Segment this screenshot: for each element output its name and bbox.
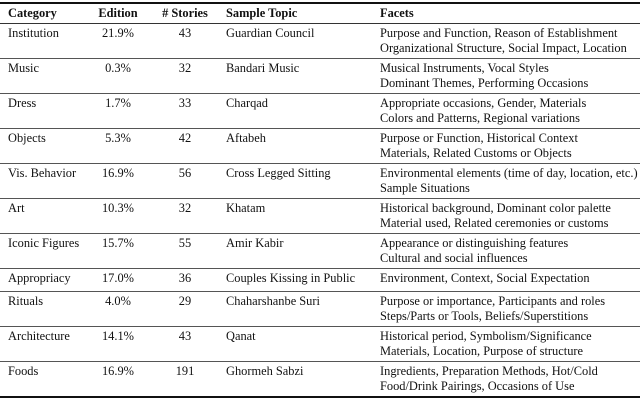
cell-edition: 0.3% xyxy=(105,61,131,75)
cell-edition: 1.7% xyxy=(105,96,131,110)
cell-stories: 43 xyxy=(178,26,192,40)
header-row xyxy=(0,3,640,24)
cell-category: Architecture xyxy=(8,329,70,343)
cell-sample-topic: Ghormeh Sabzi xyxy=(226,364,304,378)
cell-stories: 29 xyxy=(178,294,192,308)
cell-edition: 10.3% xyxy=(101,201,134,215)
table-row xyxy=(0,292,640,327)
table-row xyxy=(0,234,640,269)
cell-stories: 33 xyxy=(178,96,192,110)
cell-sample-topic: Khatam xyxy=(226,201,266,215)
facets-line: Historical period, Symbolism/Significance xyxy=(380,329,592,343)
table-row xyxy=(0,269,640,292)
table-row xyxy=(0,362,640,397)
facets-line: Material used, Related ceremonies or customs xyxy=(380,216,609,230)
table-row xyxy=(0,59,640,94)
cell-sample-topic: Charqad xyxy=(226,96,268,110)
facets-line: Steps/Parts or Tools, Beliefs/Superstitions xyxy=(380,309,589,323)
facets-line: Historical background, Dominant color palette xyxy=(380,201,611,215)
cell-category: Iconic Figures xyxy=(8,236,80,250)
facets-line: Purpose and Function, Reason of Establishment xyxy=(380,26,618,40)
cell-category: Institution xyxy=(8,26,59,40)
cell-stories: 55 xyxy=(178,236,192,250)
facets-line: Appearance or distinguishing features xyxy=(380,236,569,250)
cell-sample-topic: Aftabeh xyxy=(226,131,266,145)
category-table xyxy=(0,2,640,398)
cell-facets xyxy=(376,24,640,59)
cell-facets xyxy=(376,362,640,397)
facets-line: Organizational Structure, Social Impact, Location xyxy=(380,41,627,55)
cell-facets xyxy=(376,94,640,129)
cell-facets xyxy=(376,292,640,327)
table-row xyxy=(0,164,640,199)
facets-line: Appropriate occasions, Gender, Materials xyxy=(380,96,587,110)
cell-category: Vis. Behavior xyxy=(8,166,77,180)
cell-category: Objects xyxy=(8,131,46,145)
cell-sample-topic: Cross Legged Sitting xyxy=(226,166,331,180)
cell-stories: 42 xyxy=(178,131,192,145)
cell-stories: 32 xyxy=(178,61,192,75)
cell-sample-topic: Guardian Council xyxy=(226,26,315,40)
table-row xyxy=(0,199,640,234)
cell-edition: 14.1% xyxy=(101,329,134,343)
header-edition: Edition xyxy=(98,6,138,20)
facets-line: Environmental elements (time of day, location, etc.) xyxy=(380,166,638,180)
cell-edition: 21.9% xyxy=(101,26,134,40)
cell-edition: 16.9% xyxy=(101,166,134,180)
header-facets: Facets xyxy=(380,6,414,20)
facets-line: Cultural and social influences xyxy=(380,251,528,265)
table-row xyxy=(0,94,640,129)
header-category: Category xyxy=(8,6,57,20)
facets-line: Food/Drink Pairings, Occasions of Use xyxy=(380,379,575,393)
cell-sample-topic: Couples Kissing in Public xyxy=(226,271,356,285)
facets-line: Colors and Patterns, Regional variations xyxy=(380,111,580,125)
facets-line: Ingredients, Preparation Methods, Hot/Cold xyxy=(380,364,598,378)
cell-edition: 16.9% xyxy=(101,364,134,378)
facets-line: Purpose or Function, Historical Context xyxy=(380,131,578,145)
table-row xyxy=(0,24,640,59)
facets-line: Musical Instruments, Vocal Styles xyxy=(380,61,549,75)
cell-sample-topic: Bandari Music xyxy=(226,61,300,75)
table-row xyxy=(0,327,640,362)
cell-sample-topic: Chaharshanbe Suri xyxy=(226,294,320,308)
cell-category: Music xyxy=(8,61,39,75)
cell-stories: 32 xyxy=(178,201,192,215)
cell-facets xyxy=(376,327,640,362)
facets-line: Materials, Location, Purpose of structure xyxy=(380,344,584,358)
cell-stories: 43 xyxy=(178,329,192,343)
cell-category: Rituals xyxy=(8,294,44,308)
cell-edition: 15.7% xyxy=(101,236,134,250)
cell-facets xyxy=(376,129,640,164)
facets-line: Sample Situations xyxy=(380,181,470,195)
cell-stories: 36 xyxy=(178,271,192,285)
table-row xyxy=(0,129,640,164)
cell-category: Appropriacy xyxy=(8,271,71,285)
cell-edition: 5.3% xyxy=(105,131,131,145)
cell-sample-topic: Amir Kabir xyxy=(226,236,284,250)
header-stories: # Stories xyxy=(162,6,208,20)
facets-line: Environment, Context, Social Expectation xyxy=(380,271,590,285)
cell-edition: 4.0% xyxy=(105,294,131,308)
cell-facets xyxy=(376,164,640,199)
facets-line: Dominant Themes, Performing Occasions xyxy=(380,76,589,90)
cell-category: Dress xyxy=(8,96,37,110)
cell-facets xyxy=(376,269,640,292)
cell-facets xyxy=(376,234,640,269)
cell-facets xyxy=(376,199,640,234)
cell-facets xyxy=(376,59,640,94)
facets-line: Purpose or importance, Participants and roles xyxy=(380,294,606,308)
header-sample-topic: Sample Topic xyxy=(226,6,298,20)
cell-sample-topic: Qanat xyxy=(226,329,256,343)
cell-category: Art xyxy=(8,201,25,215)
cell-edition: 17.0% xyxy=(101,271,134,285)
cell-stories: 56 xyxy=(178,166,192,180)
facets-line: Materials, Related Customs or Objects xyxy=(380,146,572,160)
cell-category: Foods xyxy=(8,364,39,378)
cell-stories: 191 xyxy=(175,364,195,378)
